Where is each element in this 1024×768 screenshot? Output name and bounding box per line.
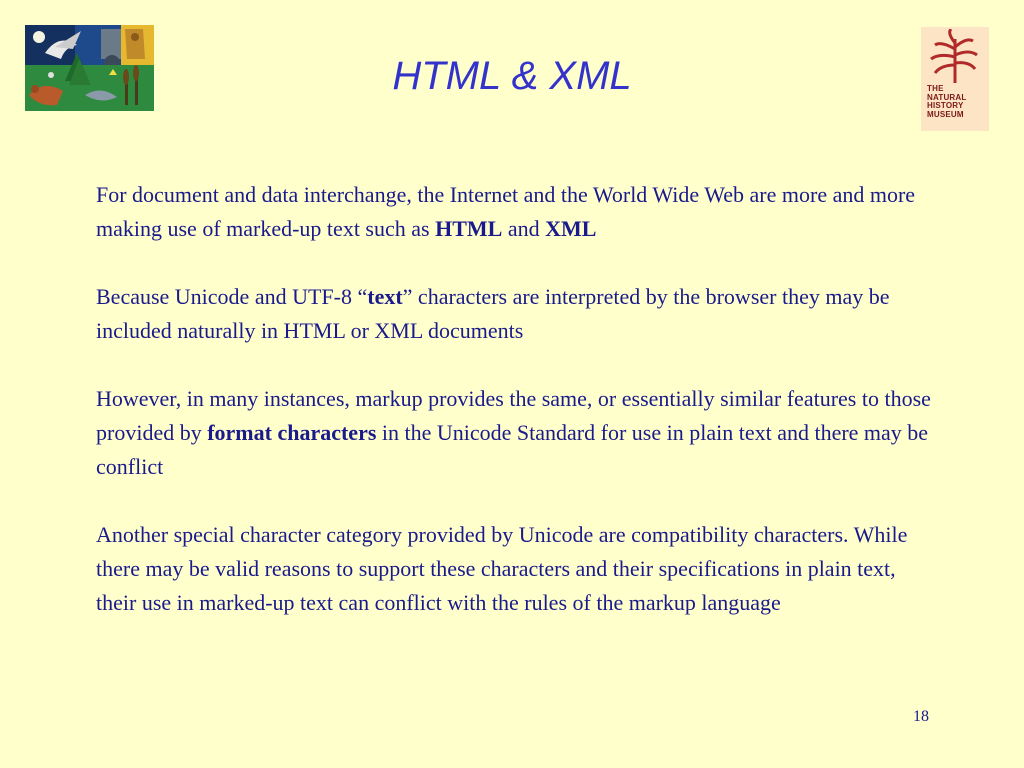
paragraph-text: However, in many instances, markup provides the same, or essentially similar features to those provided by [96,386,931,445]
paragraph-format-characters [96,382,936,484]
paragraph-text: and [502,216,546,241]
paragraph-text: in the Unicode Standard for use in plain text and there may be conflict [96,420,929,479]
paragraph-text: Another special character category provided by Unicode are compatibility characters. While there may be valid reasons to support these characters and their specifications in plain text, their use in marked-up text can conflict with the rules of the markup language [96,522,908,615]
paragraph-text: For document and data interchange, the Internet and the World Wide Web are more and more making use of marked-up text such as [96,182,916,241]
slide-body [96,178,936,654]
slide-title: HTML & XML [392,54,632,98]
bold-term-format-characters: format characters [207,420,377,445]
logo-line-history: HISTORY [927,101,964,110]
paragraph-text: Because Unicode and UTF-8 “ [96,284,368,309]
paragraph-text: ” characters are interpreted by the browser they may be included naturally in HTML or XML documents [96,284,890,343]
paragraph-compatibility-characters [96,518,936,620]
logo-line-the: THE [927,84,944,93]
paragraph-html-xml [96,178,936,246]
paragraph-unicode-utf8 [96,280,936,348]
logo-line-natural: NATURAL [927,92,967,102]
bold-term-html: HTML [435,216,503,241]
bold-term-text: text [367,284,403,309]
bold-term-xml: XML [545,216,597,241]
page-number: 18 [913,708,929,725]
logo-line-museum: MUSEUM [927,109,964,119]
